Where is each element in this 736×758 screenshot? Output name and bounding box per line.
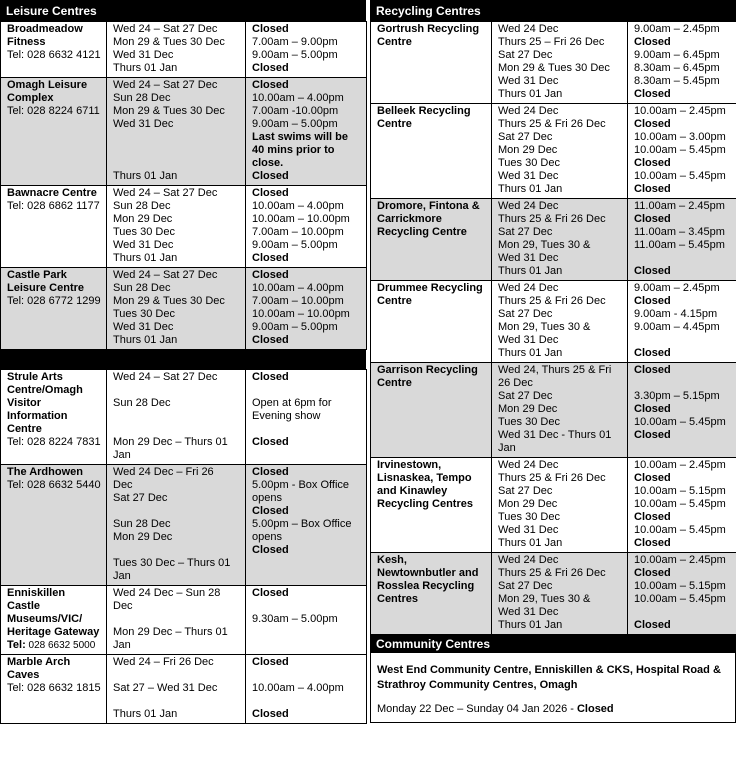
venue-phone: Tel: 028 6632 1815: [7, 682, 101, 694]
times-line: Closed: [252, 466, 289, 478]
times-line: 9.30am – 5.00pm: [252, 613, 338, 625]
times-line: Closed: [634, 537, 671, 549]
times-line: 9.00am – 2.45pm: [634, 23, 720, 35]
dates-line: Wed 31 Dec: [113, 118, 174, 130]
dates-line: [113, 505, 240, 518]
venue-name-cell: [371, 363, 492, 458]
venue-name-cell: [1, 268, 107, 350]
times-line: 7.00am – 10.00pm: [252, 226, 344, 238]
times-cell: [628, 22, 736, 104]
community-centres-dates: Monday 22 Dec – Sunday 04 Jan 2026 - Closed: [377, 703, 614, 715]
venue-row: [371, 458, 736, 553]
times-line: 9.00am - 4.15pm: [634, 308, 718, 320]
dates-line: Mon 29 Dec: [498, 403, 558, 415]
dates-line: Wed 31 Dec - Thurs 01: [498, 429, 612, 441]
venue-name-cell: [1, 22, 107, 78]
dates-line: Thurs 25 – Fri 26 Dec: [498, 36, 605, 48]
dates-line: Wed 24 Dec: [498, 282, 559, 294]
dates-line: Tues 30 Dec: [113, 308, 175, 320]
times-line: Closed: [634, 619, 671, 631]
times-line: 7.00am – 9.00pm: [252, 36, 338, 48]
times-line: 9.00am – 5.00pm: [252, 321, 338, 333]
times-line: Closed: [252, 269, 289, 281]
times-line: [252, 669, 361, 682]
venue-row: [371, 22, 736, 104]
dates-line: [113, 423, 240, 436]
dates-line: Tues 30 Dec: [498, 511, 560, 523]
times-line: 10.00am – 5.15pm: [634, 580, 726, 592]
dates-line: Wed 24 Dec – Sun 28: [113, 587, 221, 599]
times-line: 10.00am – 3.00pm: [634, 131, 726, 143]
dates-line: Sun 28 Dec: [113, 200, 171, 212]
venue-name: Drummee Recycling Centre: [377, 282, 483, 307]
times-line: 11.00am – 3.45pm: [634, 226, 725, 238]
times-line: 10.00am – 2.45pm: [634, 554, 726, 566]
times-line: 10.00am – 5.15pm: [634, 485, 726, 497]
venue-phone: Tel: 028 6862 1177: [7, 200, 100, 212]
dates-line: Thurs 25 & Fri 26 Dec: [498, 118, 606, 130]
venue-name: Irvinestown, Lisnaskea, Tempo and Kinawley Recycling Centres: [377, 459, 473, 510]
dates-line: Thurs 01 Jan: [113, 170, 178, 182]
dates-line: Wed 24 – Sat 27 Dec: [113, 23, 218, 35]
times-line: 3.30pm – 5.15pm: [634, 390, 720, 402]
venue-name: Marble Arch Caves: [7, 656, 71, 681]
venue-phone: Tel: 028 8224 6711: [7, 105, 100, 117]
dates-cell: [492, 281, 628, 363]
dates-line: Mon 29 & Tues 30 Dec: [113, 36, 225, 48]
times-line: Closed: [252, 334, 289, 346]
venue-name: Belleek Recycling Centre: [377, 105, 471, 130]
venue-name-cell: [1, 370, 107, 465]
venue-name: Strule Arts Centre/Omagh Visitor Information Centre: [7, 371, 83, 435]
dates-line: Wed 24 Dec: [498, 554, 559, 566]
venue-name: Kesh, Newtownbutler and Rosslea Recycling Centres: [377, 554, 479, 605]
dates-line: Wed 31 Dec: [498, 524, 559, 536]
times-line: Closed: [634, 36, 671, 48]
dates-line: Tues 30 Dec – Thurs 01: [113, 557, 231, 569]
venue-row: [371, 104, 736, 199]
venue-phone: Tel: 028 6772 1299: [7, 295, 101, 307]
times-line: 10.00am – 2.45pm: [634, 105, 726, 117]
dates-line: Wed 24 – Sat 27 Dec: [113, 79, 218, 91]
venue-name-cell: [1, 465, 107, 586]
times-line: 10.00am – 4.00pm: [252, 282, 344, 294]
times-cell: [246, 268, 367, 350]
venue-name: Dromore, Fintona & Carrickmore Recycling Centre: [377, 200, 480, 238]
times-cell: [246, 465, 367, 586]
times-cell: [628, 281, 736, 363]
times-line: 5.00pm – Box Office: [252, 518, 352, 530]
dates-line: Thurs 01 Jan: [498, 619, 563, 631]
venue-name-cell: [371, 199, 492, 281]
dates-line: Thurs 01 Jan: [498, 347, 563, 359]
dates-line: Sun 28 Dec: [113, 92, 171, 104]
times-line: opens: [252, 531, 282, 543]
times-line: Evening show: [252, 410, 321, 422]
times-line: opens: [252, 492, 282, 504]
dates-line: Mon 29 Dec – Thurs 01: [113, 436, 228, 448]
venue-phone: Tel: 028 6632 4121: [7, 49, 101, 61]
venue-name: Gortrush Recycling Centre: [377, 23, 480, 48]
venue-phone: Tel: 028 6632 5440: [7, 479, 101, 491]
dates-line: Wed 31 Dec: [498, 606, 559, 618]
venue-name: Garrison Recycling Centre: [377, 364, 478, 389]
dates-line: Sun 28 Dec: [113, 518, 171, 530]
times-line: 10.00am – 2.45pm: [634, 459, 726, 471]
times-line: 9.00am – 5.00pm: [252, 118, 338, 130]
dates-line: Mon 29 & Tues 30 Dec: [113, 105, 225, 117]
dates-line: Mon 29, Tues 30 &: [498, 593, 591, 605]
venue-name-cell: [371, 22, 492, 104]
times-line: [252, 600, 361, 613]
community-centres-title: West End Community Centre, Enniskillen & CKS, Hospital Road & Strathroy Community Centres, Omagh: [377, 664, 721, 691]
venue-name: Castle Park Leisure Centre: [7, 269, 85, 294]
times-cell: [628, 104, 736, 199]
dates-line: Thurs 01 Jan: [498, 88, 563, 100]
dates-line: Sun 28 Dec: [113, 397, 171, 409]
times-cell: [246, 78, 367, 186]
times-line: [252, 384, 361, 397]
right-column: [370, 0, 736, 723]
dates-line: Sat 27 Dec: [113, 492, 168, 504]
times-line: Open at 6pm for: [252, 397, 332, 409]
dates-cell: [107, 268, 246, 350]
venue-name: Bawnacre Centre: [7, 187, 97, 199]
venue-name-cell: [1, 186, 107, 268]
times-line: [252, 626, 361, 639]
times-line: 40 mins prior to: [252, 144, 335, 156]
times-line: Closed: [634, 347, 671, 359]
times-line: [634, 252, 731, 265]
times-line: Closed: [252, 187, 289, 199]
dates-line: Thurs 01 Jan: [113, 252, 178, 264]
venue-row: [1, 22, 367, 78]
dates-line: Wed 31 Dec: [113, 49, 174, 61]
leisure-table: [0, 21, 367, 350]
times-line: Closed: [634, 183, 671, 195]
venue-phone: Tel: 028 8224 7831: [7, 436, 101, 448]
dates-line: Thurs 25 & Fri 26 Dec: [498, 213, 606, 225]
venue-name-cell: [371, 553, 492, 635]
dates-line: Wed 31 Dec: [113, 239, 174, 251]
dates-line: Wed 31 Dec: [113, 321, 174, 333]
dates-line: [113, 695, 240, 708]
dates-line: Thurs 01 Jan: [113, 708, 178, 720]
dates-line: Wed 24, Thurs 25 & Fri: [498, 364, 612, 376]
dates-line: [113, 410, 240, 423]
times-line: Closed: [252, 587, 289, 599]
venue-name-cell: [1, 655, 107, 724]
recycling-centres-header: Recycling Centres: [370, 0, 736, 21]
times-line: 10.00am – 5.45pm: [634, 498, 726, 510]
dates-line: Sat 27 Dec: [498, 485, 553, 497]
dates-line: Wed 24 – Sat 27 Dec: [113, 187, 218, 199]
times-line: [634, 606, 731, 619]
times-line: Closed: [252, 505, 289, 517]
venue-row: [1, 465, 367, 586]
dates-line: [113, 669, 240, 682]
dates-line: Wed 24 – Sat 27 Dec: [113, 371, 218, 383]
dates-cell: [107, 370, 246, 465]
dates-line: Mon 29 & Tues 30 Dec: [498, 62, 610, 74]
dates-line: Wed 24 Dec: [498, 23, 559, 35]
times-line: Closed: [252, 79, 289, 91]
dates-line: Wed 24 Dec: [498, 459, 559, 471]
times-line: Closed: [634, 364, 671, 376]
venue-row: [1, 370, 367, 465]
times-line: Closed: [252, 371, 289, 383]
dates-cell: [492, 458, 628, 553]
dates-line: Wed 31 Dec: [498, 334, 559, 346]
times-cell: [628, 458, 736, 553]
times-line: Closed: [634, 265, 671, 277]
venue-row: [371, 199, 736, 281]
times-line: Closed: [252, 170, 289, 182]
times-line: 7.00am – 10.00pm: [252, 295, 344, 307]
times-line: [634, 377, 731, 390]
venue-name: Omagh Leisure Complex: [7, 79, 88, 104]
dates-cell: [107, 22, 246, 78]
times-line: 9.00am – 5.00pm: [252, 239, 338, 251]
times-line: 8.30am – 5.45pm: [634, 75, 720, 87]
times-line: 10.00am – 10.00pm: [252, 213, 350, 225]
dates-line: [113, 157, 240, 170]
dates-cell: [492, 104, 628, 199]
venue-row: [1, 186, 367, 268]
venue-name: Broadmeadow Fitness: [7, 23, 83, 48]
times-line: 9.00am – 6.45pm: [634, 49, 720, 61]
venue-row: [371, 363, 736, 458]
times-line: 9.00am – 4.45pm: [634, 321, 720, 333]
leisure-centres-header: Leisure Centres: [0, 0, 366, 21]
venue-name: Enniskillen Castle Museums/VIC/ Heritage Gateway: [7, 587, 100, 638]
arts-table: [0, 369, 367, 724]
section-divider: [0, 350, 366, 369]
venue-row: [371, 553, 736, 635]
times-line: Closed: [634, 118, 671, 130]
times-line: [634, 334, 731, 347]
dates-cell: [107, 78, 246, 186]
dates-line: Jan: [113, 449, 131, 461]
times-line: Closed: [634, 403, 671, 415]
dates-line: Thurs 01 Jan: [498, 537, 563, 549]
times-line: 10.00am – 5.45pm: [634, 170, 726, 182]
times-line: [252, 695, 361, 708]
times-line: 10.00am – 5.45pm: [634, 144, 726, 156]
dates-line: [113, 131, 240, 144]
dates-line: Sat 27 Dec: [498, 226, 553, 238]
times-line: 10.00am – 4.00pm: [252, 682, 344, 694]
dates-line: Wed 24 – Sat 27 Dec: [113, 269, 218, 281]
times-line: Closed: [252, 62, 289, 74]
times-line: [252, 570, 361, 583]
dates-line: Tues 30 Dec: [498, 416, 560, 428]
times-line: [252, 423, 361, 436]
dates-line: Mon 29 Dec: [498, 498, 558, 510]
times-line: 11.00am – 5.45pm: [634, 239, 725, 251]
venue-name-cell: [371, 458, 492, 553]
times-line: Closed: [252, 544, 289, 556]
dates-line: [113, 144, 240, 157]
dates-line: Sat 27 Dec: [498, 390, 553, 402]
times-cell: [246, 370, 367, 465]
dates-line: Sun 28 Dec: [113, 282, 171, 294]
venue-row: [1, 78, 367, 186]
community-centres-panel: [370, 653, 736, 723]
dates-line: Wed 24 Dec – Fri 26: [113, 466, 214, 478]
dates-line: Sat 27 – Wed 31 Dec: [113, 682, 218, 694]
dates-line: Thurs 25 & Fri 26 Dec: [498, 295, 606, 307]
venue-name-cell: [371, 281, 492, 363]
dates-line: Wed 24 Dec: [498, 105, 559, 117]
dates-line: Thurs 01 Jan: [113, 62, 178, 74]
times-cell: [628, 199, 736, 281]
times-line: [252, 639, 361, 652]
dates-line: Jan: [113, 570, 131, 582]
times-line: Closed: [252, 252, 289, 264]
dates-line: [113, 544, 240, 557]
times-line: close.: [252, 157, 284, 169]
times-line: Closed: [634, 213, 671, 225]
times-line: Closed: [634, 157, 671, 169]
left-column: [0, 0, 366, 724]
dates-line: Thurs 25 & Fri 26 Dec: [498, 567, 606, 579]
dates-line: Tues 30 Dec: [113, 226, 175, 238]
dates-cell: [492, 553, 628, 635]
times-line: 9.00am – 5.00pm: [252, 49, 338, 61]
dates-line: Mon 29 Dec – Thurs 01: [113, 626, 228, 638]
dates-line: Wed 31 Dec: [498, 252, 559, 264]
dates-line: [113, 613, 240, 626]
venue-name: The Ardhowen: [7, 466, 83, 478]
dates-line: Thurs 01 Jan: [498, 183, 563, 195]
times-line: Closed: [634, 429, 671, 441]
times-line: 8.30am – 6.45pm: [634, 62, 720, 74]
times-line: Last swims will be: [252, 131, 348, 143]
dates-line: [113, 384, 240, 397]
times-line: 10.00am – 4.00pm: [252, 200, 344, 212]
times-line: [634, 442, 731, 455]
dates-line: Tues 30 Dec: [498, 157, 560, 169]
dates-line: Wed 24 Dec: [498, 200, 559, 212]
times-line: Closed: [252, 656, 289, 668]
dates-cell: [107, 586, 246, 655]
dates-cell: [492, 22, 628, 104]
dates-line: Wed 31 Dec: [498, 75, 559, 87]
community-status: Closed: [576, 703, 614, 715]
times-line: Closed: [634, 511, 671, 523]
venue-name-cell: [1, 78, 107, 186]
venue-name-cell: [1, 586, 107, 655]
dates-line: Sat 27 Dec: [498, 131, 553, 143]
times-line: Closed: [634, 567, 671, 579]
times-line: 7.00am -10.00pm: [252, 105, 339, 117]
dates-line: 26 Dec: [498, 377, 533, 389]
dates-line: Wed 24 – Fri 26 Dec: [113, 656, 214, 668]
dates-cell: [492, 363, 628, 458]
dates-line: Sat 27 Dec: [498, 49, 553, 61]
dates-cell: [492, 199, 628, 281]
dates-line: Thurs 01 Jan: [498, 265, 563, 277]
dates-cell: [107, 465, 246, 586]
times-line: Closed: [252, 23, 289, 35]
dates-line: Sat 27 Dec: [498, 308, 553, 320]
dates-line: Dec: [113, 600, 133, 612]
dates-cell: [107, 186, 246, 268]
dates-line: Wed 31 Dec: [498, 170, 559, 182]
dates-line: Mon 29, Tues 30 &: [498, 239, 591, 251]
times-cell: [246, 186, 367, 268]
dates-line: Jan: [113, 639, 131, 651]
dates-line: Dec: [113, 479, 133, 491]
times-line: 9.00am – 2.45pm: [634, 282, 720, 294]
times-line: Closed: [252, 436, 289, 448]
times-line: 10.00am – 4.00pm: [252, 92, 344, 104]
dates-line: Thurs 25 & Fri 26 Dec: [498, 472, 606, 484]
times-line: 5.00pm - Box Office: [252, 479, 350, 491]
times-line: [252, 449, 361, 462]
venue-phone-number: 028 6632 5000: [25, 640, 96, 651]
times-cell: [628, 363, 736, 458]
dates-cell: [107, 655, 246, 724]
times-line: Closed: [634, 472, 671, 484]
venue-row: [1, 655, 367, 724]
times-cell: [628, 553, 736, 635]
venue-row: [1, 268, 367, 350]
dates-line: Mon 29 Dec: [113, 213, 173, 225]
venue-name-cell: [371, 104, 492, 199]
times-line: 10.00am – 5.45pm: [634, 593, 726, 605]
times-line: 10.00am – 5.45pm: [634, 524, 726, 536]
venue-phone: Tel:: [7, 639, 26, 651]
times-line: 11.00am – 2.45pm: [634, 200, 725, 212]
recycling-table: [370, 21, 736, 635]
times-line: Closed: [634, 295, 671, 307]
dates-line: Jan: [498, 442, 516, 454]
times-line: 10.00am – 10.00pm: [252, 308, 350, 320]
community-centres-header: Community Centres: [370, 635, 736, 653]
times-cell: [246, 22, 367, 78]
dates-line: Sat 27 Dec: [498, 580, 553, 592]
dates-line: Mon 29, Tues 30 &: [498, 321, 591, 333]
times-line: Closed: [634, 88, 671, 100]
times-line: [252, 557, 361, 570]
times-cell: [246, 586, 367, 655]
times-cell: [246, 655, 367, 724]
dates-line: Thurs 01 Jan: [113, 334, 178, 346]
dates-line: Mon 29 & Tues 30 Dec: [113, 295, 225, 307]
venue-row: [1, 586, 367, 655]
dates-line: Mon 29 Dec: [113, 531, 173, 543]
times-line: Closed: [252, 708, 289, 720]
venue-row: [371, 281, 736, 363]
times-line: 10.00am – 5.45pm: [634, 416, 726, 428]
dates-line: Mon 29 Dec: [498, 144, 558, 156]
